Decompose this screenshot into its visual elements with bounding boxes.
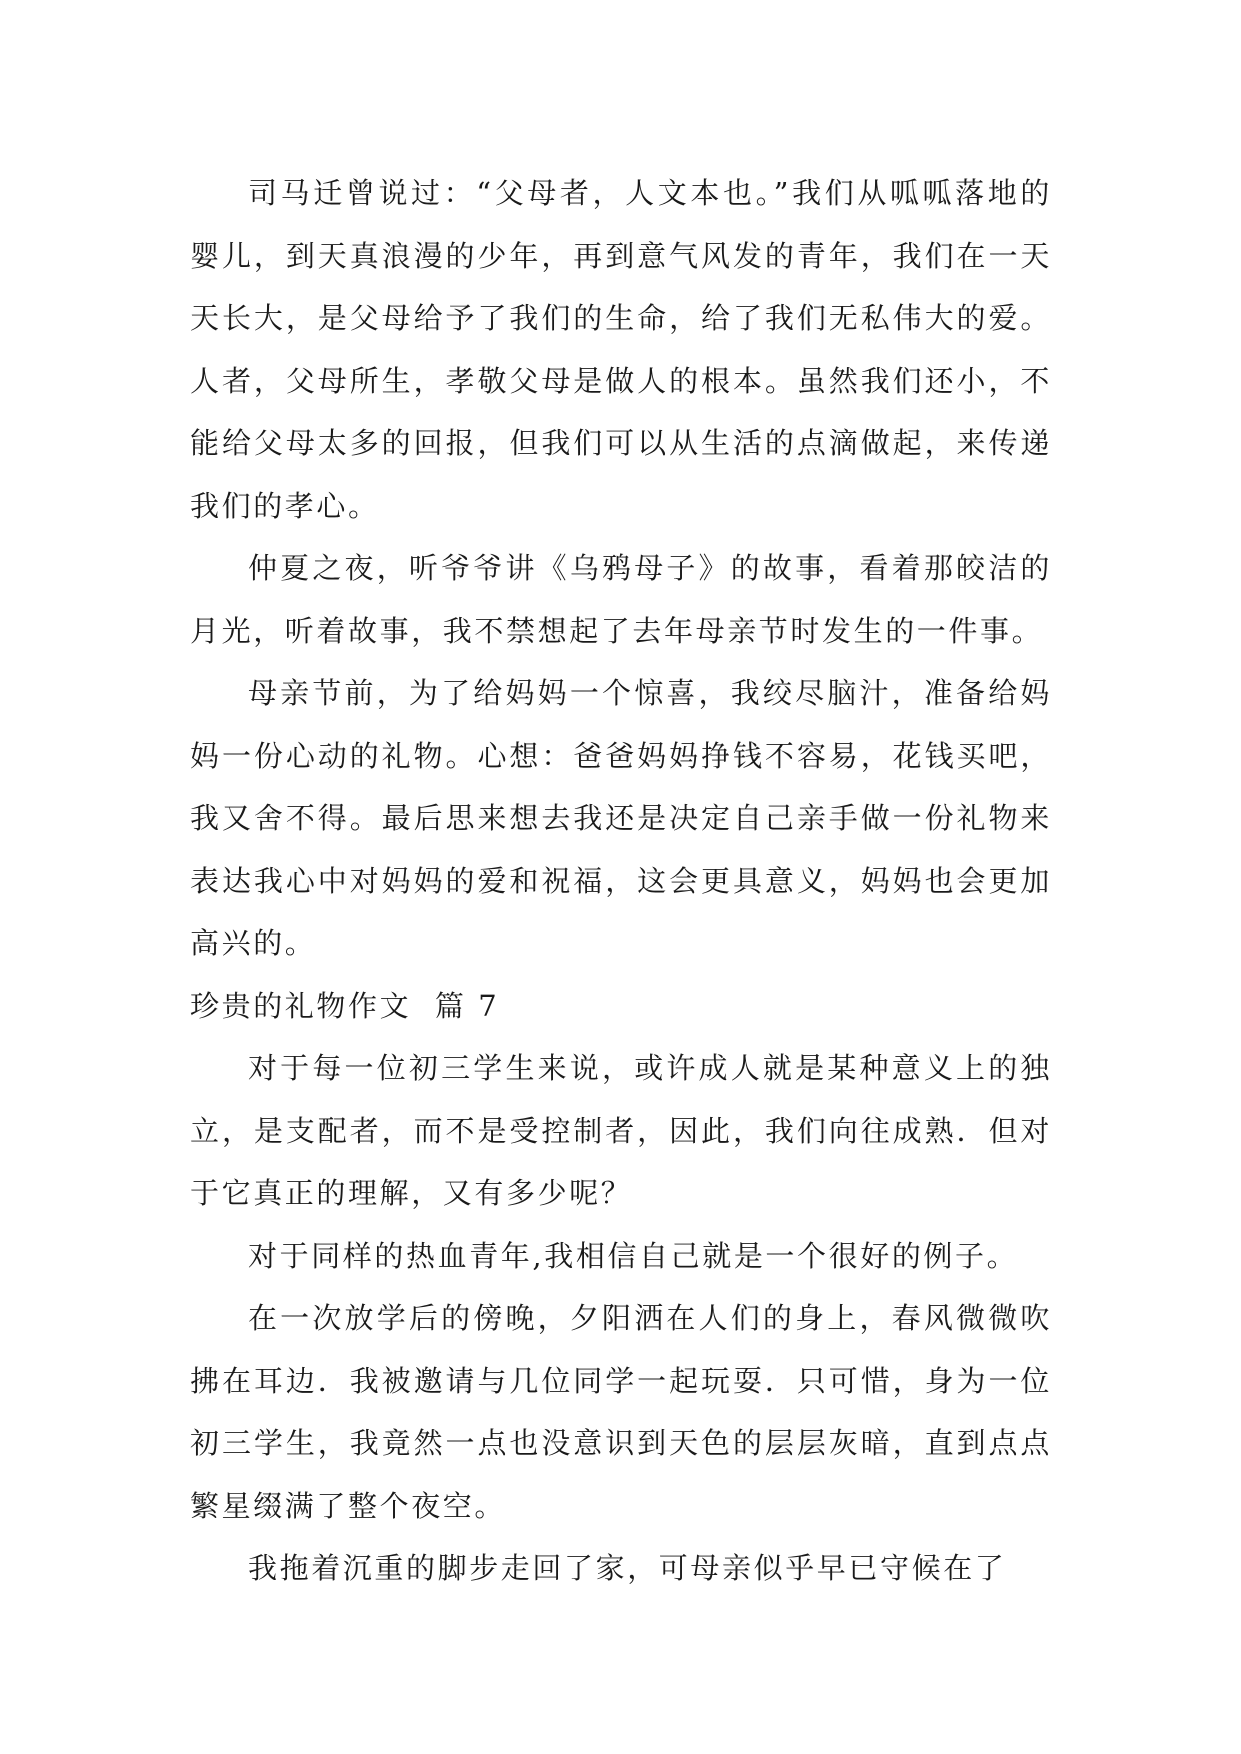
paragraph: 我拖着沉重的脚步走回了家，可母亲似乎早已守候在了 <box>248 1551 1007 1585</box>
document-body <box>190 162 1052 1600</box>
section-heading: 珍贵的礼物作文 篇 7 <box>190 988 500 1023</box>
paragraph: 司马迁曾说过：“父母者，人文本也。”我们从呱呱落地的婴儿，到天真浪漫的少年，再到意气风发的青年，我们在一天天长大，是父母给予了我们的生命，给了我们无私伟大的爱。人者，父母所生，孝敬父母是做人的根本。虽然我们还小，不能给父母太多的回报，但我们可以从生活的点滴做起，来传递我们的孝心。 <box>190 176 1052 523</box>
paragraph: 在一次放学后的傍晚，夕阳洒在人们的身上，春风微微吹拂在耳边．我被邀请与几位同学一起玩耍．只可惜，身为一位初三学生，我竟然一点也没意识到天色的层层灰暗，直到点点繁星缀满了整个夜空。 <box>190 1301 1052 1523</box>
paragraph: 仲夏之夜，听爷爷讲《乌鸦母子》的故事，看着那皎洁的月光，听着故事，我不禁想起了去年母亲节时发生的一件事。 <box>190 551 1052 648</box>
paragraph: 母亲节前，为了给妈妈一个惊喜，我绞尽脑汁，准备给妈妈一份心动的礼物。心想：爸爸妈妈挣钱不容易，花钱买吧，我又舍不得。最后思来想去我还是决定自己亲手做一份礼物来表达我心中对妈妈的爱和祝福，这会更具意义，妈妈也会更加高兴的。 <box>190 676 1052 960</box>
paragraph: 对于同样的热血青年,我相信自己就是一个很好的例子。 <box>248 1238 1019 1273</box>
paragraph: 对于每一位初三学生来说，或许成人就是某种意义上的独立，是支配者，而不是受控制者，因此，我们向往成熟．但对于它真正的理解，又有多少呢？ <box>190 1051 1052 1210</box>
